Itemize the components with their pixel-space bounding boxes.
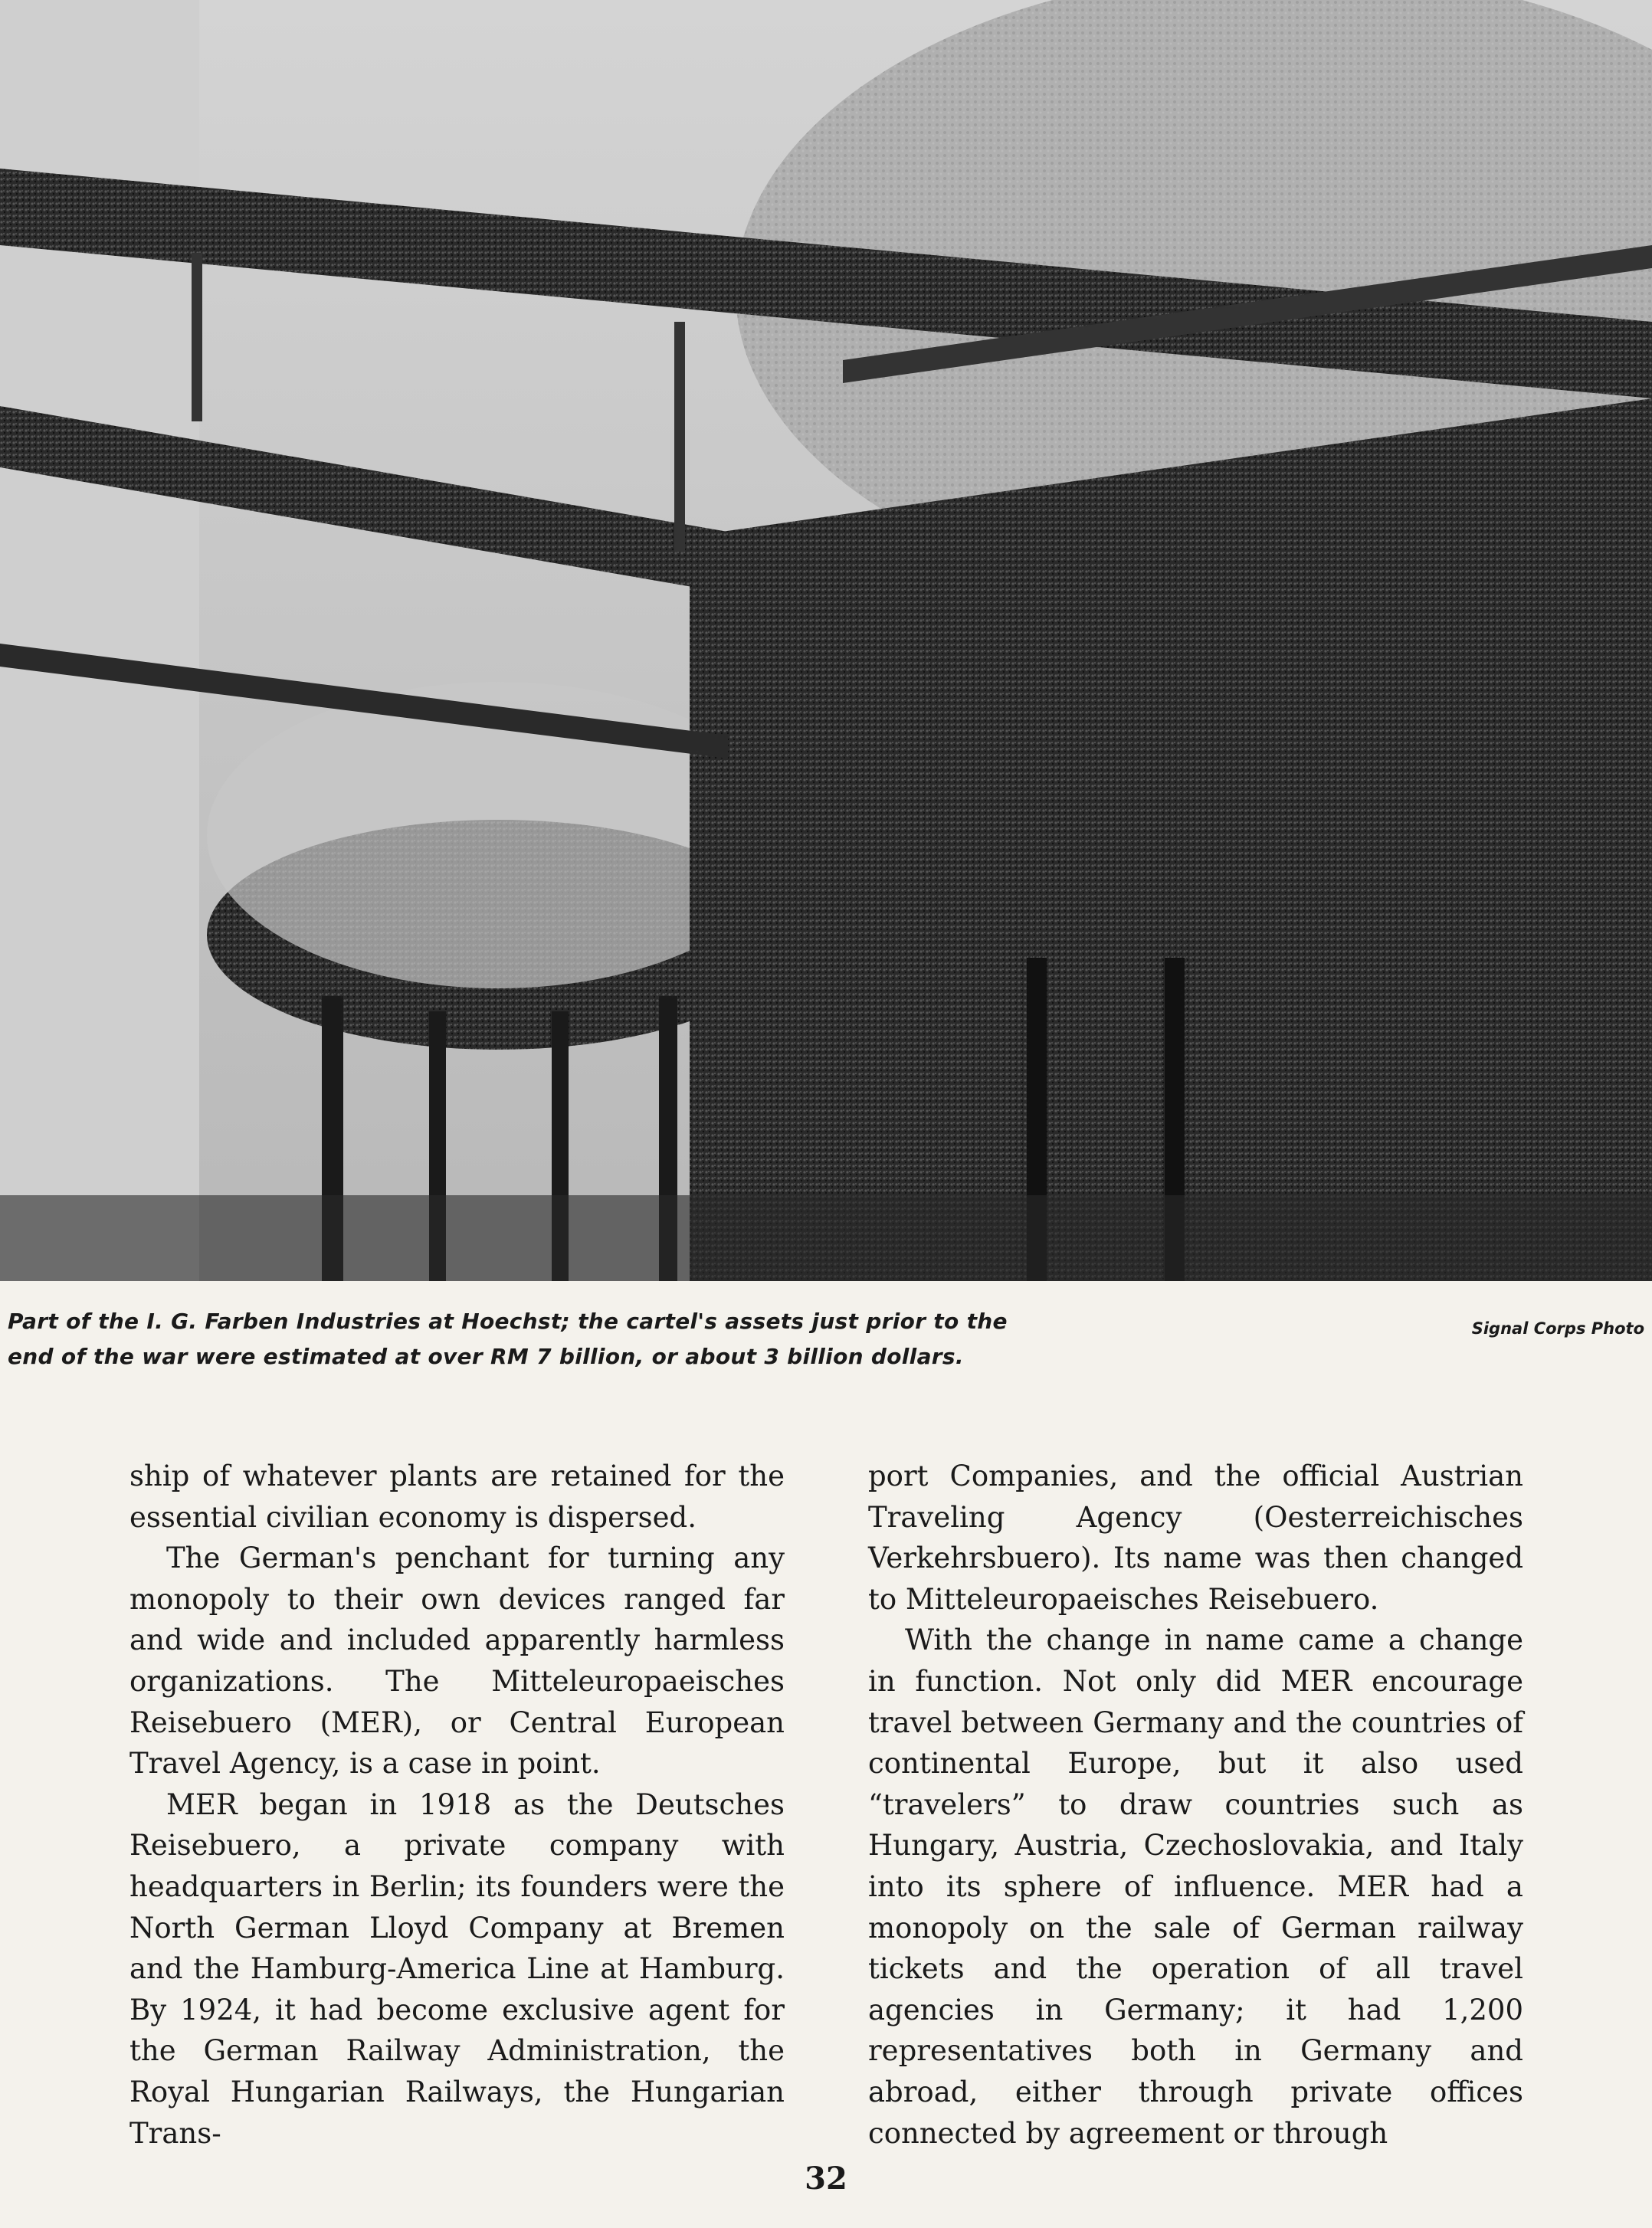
paragraph: MER began in 1918 as the Deutsches Reisebuero, a private company with headquarters in Berlin; its founders were the North German Lloyd Company at Bremen and the Hamburg-America Line at Hamburg. By 1924, it had become exclusive agent for the German Railway Administration, the Royal Hungarian Railways, the Hungarian Trans-	[129, 1787, 785, 2150]
text-column-left	[129, 1456, 785, 2154]
page-number: 32	[805, 2161, 847, 2197]
caption-line-2: end of the war were estimated at over RM 7 billion, or about 3 billion dollars.	[8, 1344, 964, 1369]
paragraph: The German's penchant for turning any monopoly to their own devices ranged far and wide and included apparently harmless organizations. The Mitteleuropaeisches Reisebuero (MER), or Central European Travel Agency, is a case in point.	[129, 1542, 785, 1781]
photo-credit: Signal Corps Photo	[1471, 1319, 1644, 1338]
text-column-right	[868, 1456, 1523, 2154]
caption-line-1: Part of the I. G. Farben Industries at Hoechst; the cartel's assets just prior to the	[8, 1309, 1008, 1334]
paragraph: ship of whatever plants are retained for the essential civilian economy is dispersed.	[129, 1460, 785, 1534]
paragraph: With the change in name came a change in function. Not only did MER encourage travel between Germany and the countries of continental Europe, but it also used “travelers” to draw countries such as Hungary, Austria, Czechoslovakia, and Italy into its sphere of influence. MER had a monopoly on the sale of German railway tickets and the operation of all travel agencies in Germany; it had 1,200 representatives both in Germany and abroad, either through private offices connected by agreement or through	[868, 1623, 1523, 2150]
paragraph: port Companies, and the official Austrian Traveling Agency (Oesterreichisches Verkehrsbuero). Its name was then changed to Mitteleuropaeisches Reisebuero.	[868, 1460, 1523, 1616]
photo-caption	[8, 1304, 1080, 1374]
